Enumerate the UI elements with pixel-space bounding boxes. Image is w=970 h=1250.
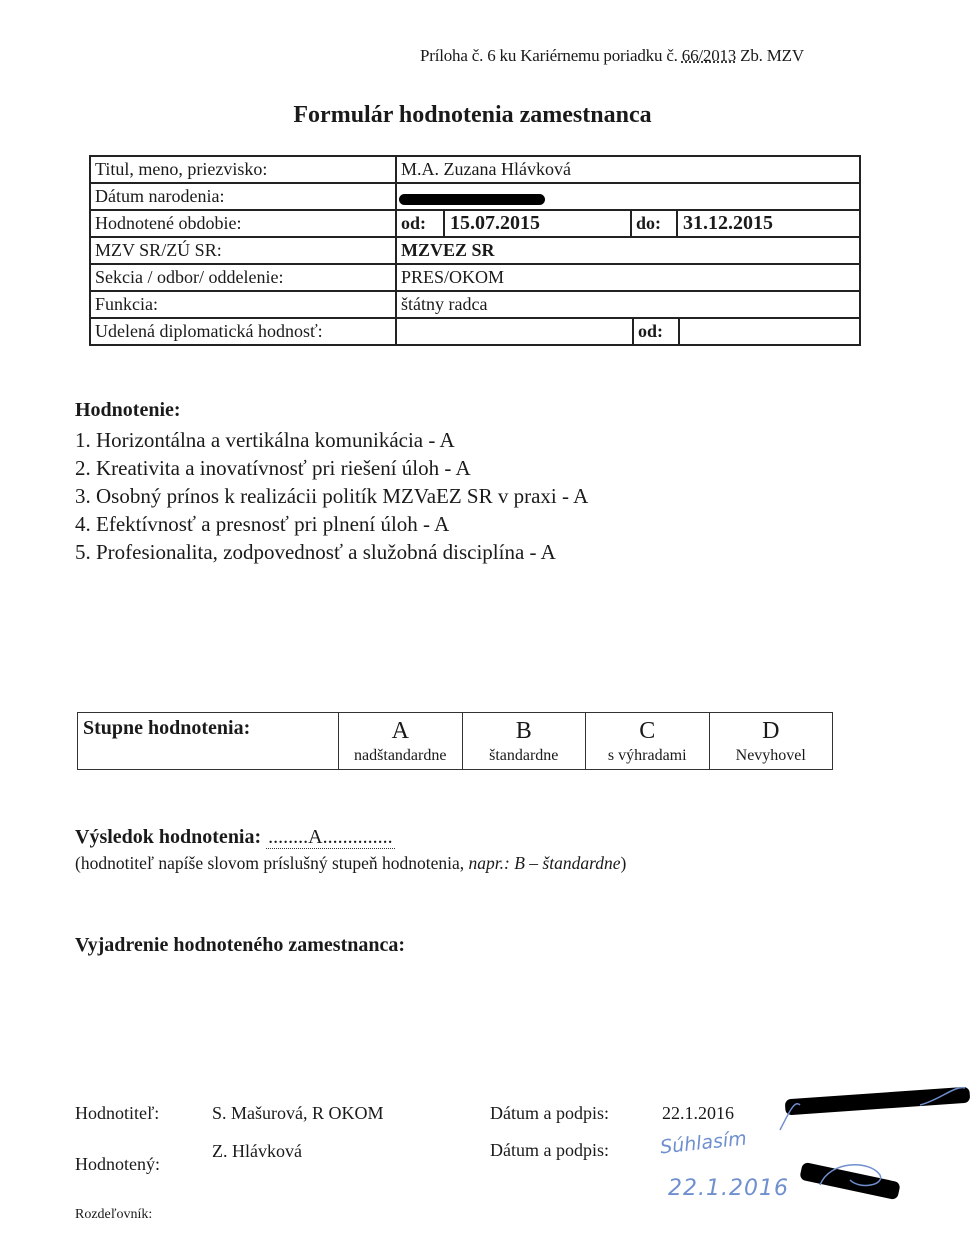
header-note-ref: 66/2013 (681, 46, 737, 65)
period-values (397, 211, 859, 236)
info-row-birth (91, 184, 859, 211)
info-row-section (91, 265, 859, 292)
function-label: Funkcia: (91, 292, 397, 317)
grades-label: Stupne hodnotenia: (78, 713, 339, 769)
period-to-value: 31.12.2015 (683, 212, 773, 234)
header-note (420, 46, 804, 66)
info-row-ministry (91, 238, 859, 265)
evaluated-date-label: Dátum a podpis: (490, 1140, 609, 1160)
evaluation-item: 2. Kreativita a inovatívnosť pri riešení úloh - A (75, 456, 471, 480)
grade-cell-d (710, 713, 833, 769)
ministry-value: MZVEZ SR (401, 240, 495, 260)
evaluator-date: 22.1.2016 (662, 1103, 734, 1123)
evaluated-name: Z. Hlávková (212, 1141, 302, 1161)
ministry-label: MZV SR/ZÚ SR: (91, 238, 397, 263)
grade-cell-a (339, 713, 463, 769)
info-row-function (91, 292, 859, 319)
evaluator-date-label: Dátum a podpis: (490, 1103, 609, 1123)
result-note (75, 853, 626, 874)
evaluation-item: 3. Osobný prínos k realizácii politík MZVaEZ SR v praxi - A (75, 484, 589, 508)
birth-label: Dátum narodenia: (91, 184, 397, 209)
header-note-suffix: Zb. MZV (736, 46, 804, 65)
employee-statement-heading: Vyjadrenie hodnoteného zamestnanca: (75, 934, 406, 956)
grade-desc: Nevyhovel (735, 747, 806, 764)
evaluation-item: 4. Efektívnosť a presnosť pri plnení úloh - A (75, 512, 450, 536)
result-label: Výsledok hodnotenia: (75, 826, 262, 848)
result-note-suffix: ) (620, 853, 627, 873)
distribution-label: Rozdeľovník: (75, 1207, 153, 1222)
period-from-value: 15.07.2015 (445, 211, 632, 236)
handwritten-note: Súhlasím (659, 1127, 748, 1159)
result-line (75, 826, 395, 849)
result-note-prefix: (hodnotiteľ napíše slovom príslušný stupeň hodnotenia, (75, 853, 469, 873)
page-title: Formulár hodnotenia zamestnanca (293, 102, 652, 128)
handwritten-date: 22.1.2016 (668, 1176, 789, 1201)
grade-letter: D (762, 718, 780, 744)
info-row-name (91, 157, 859, 184)
info-row-rank (91, 319, 859, 344)
birthdate-redaction (399, 194, 545, 205)
evaluation-list (75, 426, 588, 566)
grade-cell-b (463, 713, 587, 769)
grade-letter: C (639, 718, 656, 744)
rank-from-label: od: (634, 319, 680, 344)
evaluation-item: 5. Profesionalita, zodpovednosť a služobná disciplína - A (75, 540, 556, 564)
grades-table (77, 712, 833, 770)
period-from-label: od: (397, 211, 445, 236)
evaluated-label: Hodnotený: (75, 1154, 160, 1174)
evaluation-item: 1. Horizontálna a vertikálna komunikácia - A (75, 428, 455, 452)
rank-value (397, 319, 634, 344)
evaluator-label: Hodnotiteľ: (75, 1103, 160, 1123)
rank-from-value (680, 319, 859, 344)
result-note-example: napr.: B – štandardne (468, 853, 621, 873)
period-to-label: do: (632, 211, 678, 236)
section-value: PRES/OKOM (401, 267, 505, 287)
name-value: M.A. Zuzana Hlávková (401, 159, 571, 179)
evaluated-signature-stroke (790, 1155, 910, 1205)
evaluator-signature-stroke (770, 1080, 970, 1140)
function-value: štátny radca (401, 294, 488, 314)
grade-desc: s výhradami (607, 747, 687, 764)
info-row-period (91, 211, 859, 238)
name-label: Titul, meno, priezvisko: (91, 157, 397, 182)
result-value: ........A.............. (268, 826, 393, 848)
section-label: Sekcia / odbor/ oddelenie: (91, 265, 397, 290)
grade-letter: A (391, 718, 409, 744)
employee-info-table (89, 155, 861, 346)
rank-values (397, 319, 859, 344)
grade-desc: štandardne (489, 747, 559, 764)
period-label: Hodnotené obdobie: (91, 211, 397, 236)
header-note-prefix: Príloha č. 6 ku Kariérnemu poriadku č. (420, 46, 682, 65)
birth-value (397, 184, 859, 209)
evaluator-name: S. Mašurová, R OKOM (212, 1103, 384, 1123)
grade-desc: nadštandardne (354, 747, 447, 764)
rank-label: Udelená diplomatická hodnosť: (91, 319, 397, 344)
grade-letter: B (515, 718, 532, 744)
evaluation-heading: Hodnotenie: (75, 399, 181, 421)
grade-cell-c (586, 713, 710, 769)
